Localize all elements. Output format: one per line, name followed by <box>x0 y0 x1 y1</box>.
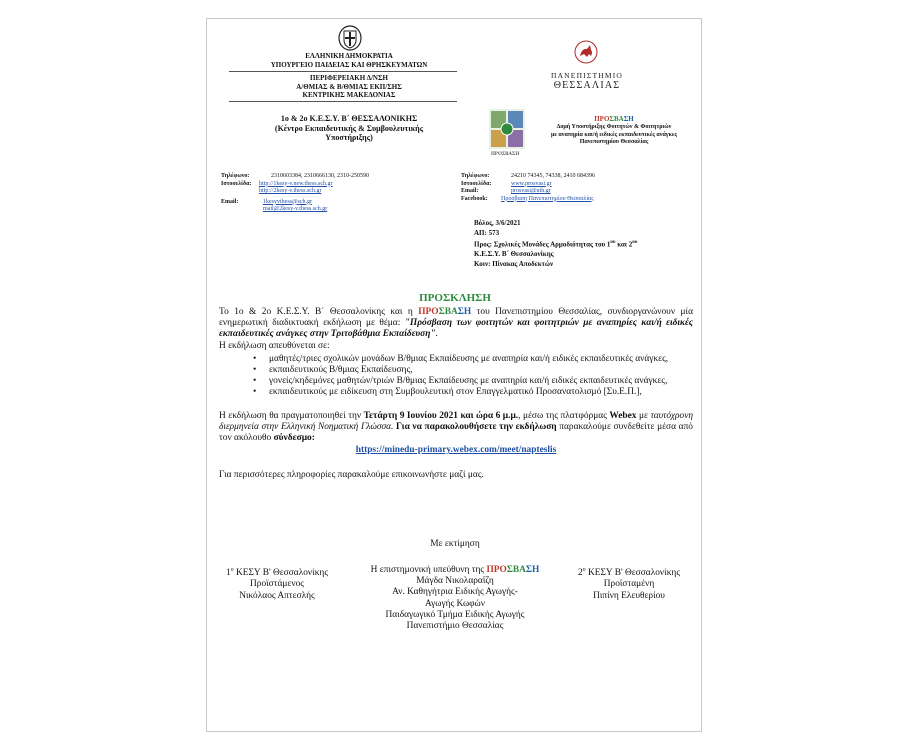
left-contact-block <box>221 173 471 214</box>
prosvasi-title-block <box>525 115 703 147</box>
info-line: Για περισσότερες πληροφορίες παρακαλούμε επικοινωνήστε μαζί μας. <box>219 470 484 481</box>
university-name-line: ΠΑΝΕΠΙΣΤΗΜΙΟ <box>550 71 624 80</box>
ministry-block <box>207 52 491 69</box>
kesy-subtitle: Υποστήριξης) <box>325 133 373 142</box>
signature-left: $1^o$ ΚΕΣΥ Β' Θεσσαλονίκης Προϊστάμενος Νικόλαος Απτεσλής <box>225 567 329 601</box>
divider <box>229 71 457 72</box>
signature-right: $2^o$ ΚΕΣΥ Β' Θεσσαλονίκης Προϊσταμένη Πιπίνη Ελευθερίου <box>577 567 681 601</box>
signature-middle: Η επιστημονική υπεύθυνη της ΠΡΟΣΒΑΣΗ Μάγδα Νικολαραΐζη Αν. Καθηγήτρια Ειδικής Αγωγής- Αγωγής Κωφών Παιδαγωγικό Τμήμα Ειδικής Αγωγής Πανεπιστήμιο Θεσσαλίας <box>370 565 540 632</box>
divider <box>229 101 457 102</box>
protocol-number: ΑΠ: 573 <box>474 229 500 237</box>
facebook-link[interactable]: Πρόσβαση Πανεπιστημίου Θεσσαλίας <box>501 195 594 202</box>
right-contact-block <box>461 173 701 203</box>
prosvasi-desc: Δομή Υποστήριξης Φοιτητών & Φοιτητριών <box>556 124 672 130</box>
facebook-label: Facebook: <box>461 195 488 202</box>
prosvasi-name: ΠΡΟΣΒΑΣΗ <box>594 115 634 123</box>
university-name <box>527 71 647 91</box>
prosvasi-logo-caption: ΠΡΟΣΒΑΣΗ <box>491 152 520 157</box>
letter-date: Βόλος, 3/6/2021 <box>474 219 521 227</box>
kesy-title: 1ο & 2ο Κ.Ε.Σ.Υ. Β΄ ΘΕΣΣΑΛΟΝΙΚΗΣ <box>280 114 418 123</box>
event-paragraph: Η εκδήλωση θα πραγματοποιηθεί την Τετάρτη 9 Ιουνίου 2021 και ώρα 6 μ.μ., μέσω της πλατφόρμας Webex με ταυτόχρονη διερμηνεία στην Ελληνική Νοηματική Γλώσσα. Για να παρακολουθήσετε την εκδήλωση παρακαλούμε συνδεθείτε μέσα από τον ακόλουθο σύνδεσμο: <box>219 410 694 444</box>
phone-value: 24210 74345, 74338, 2410 684396 <box>511 173 595 179</box>
website-link[interactable]: http://1kesy-v.new.thess.sch.gr <box>259 180 333 187</box>
list-item: • μαθητές/τριες σχολικών μονάδων Β/θμιας Εκπαίδευσης με αναπηρία και/ή ειδικές εκπαιδευτικές ανάγκες, <box>219 354 693 365</box>
recipients-line: Προς: Σχολικές Μονάδες Αρμοδιότητας του $1^{o\upsilon}$ και $2^{o\upsilon}$ <box>474 240 638 249</box>
regards-line: Με εκτίμηση <box>430 539 480 549</box>
email-link[interactable]: prosvasi@uth.gr <box>511 188 551 194</box>
recipients-line: Κ.Ε.Σ.Υ. Β΄ Θεσσαλονίκης <box>474 250 554 259</box>
directorate-block <box>207 74 491 100</box>
list-item: • γονείς/κηδεμόνες μαθητών/τριών Β/θμιας Εκπαίδευσης με αναπηρία και/ή ειδικές εκπαιδευτικές ανάγκες, <box>219 376 693 387</box>
kesy-subtitle: (Κέντρο Εκπαιδευτικής & Συμβουλευτικής <box>274 123 424 133</box>
ministry-line: ΥΠΟΥΡΓΕΙΟ ΠΑΙΔΕΙΑΣ ΚΑΙ ΘΡΗΣΚΕΥΜΑΤΩΝ <box>270 60 428 69</box>
audience-list <box>219 354 693 399</box>
university-name-line: ΘΕΣΣΑΛΙΑΣ <box>553 80 621 91</box>
website-label: Ιστοσελίδα: <box>221 180 252 187</box>
event-topic: "Πρόσβαση των φοιτητών και φοιτητριών με αναπηρίες και/ή ειδικές εκπαιδευτικές ανάγκες στην Τριτοβάθμια Εκπαίδευση" <box>219 318 693 340</box>
directorate-line: ΚΕΝΤΡΙΚΗΣ ΜΑΚΕΔΟΝΙΑΣ <box>302 91 396 99</box>
email-link[interactable]: mail@2kesy-v.thess.sch.gr <box>263 206 328 212</box>
email-label: Email: <box>461 188 479 194</box>
ministry-line: ΕΛΛΗΝΙΚΗ ΔΗΜΟΚΡΑΤΙΑ <box>305 52 393 60</box>
audience-line: Η εκδήλωση απευθύνεται σε: <box>219 340 330 351</box>
prosvasi-logo-icon <box>489 109 525 149</box>
directorate-line: ΠΕΡΙΦΕΡΕΙΑΚΗ Δ/ΝΣΗ <box>310 74 388 82</box>
prosvasi-desc: με αναπηρία και/ή ειδικές εκπαιδευτικές ανάγκες <box>550 131 678 138</box>
prosvasi-inline: ΠΡΟΣΒΑΣΗ <box>486 565 540 575</box>
university-logo-icon <box>573 39 599 65</box>
prosvasi-inline: ΠΡΟΣΒΑΣΗ <box>418 307 472 317</box>
letter-body <box>219 307 693 482</box>
letter-page <box>206 18 702 732</box>
email-link[interactable]: 1kesyvthess@sch.gr <box>263 198 313 205</box>
directorate-line: Α/ΘΜΙΑΣ & Β/ΘΜΙΑΣ ΕΚΠ/ΣΗΣ <box>296 82 402 91</box>
kesy-title-block <box>207 114 491 143</box>
website-link[interactable]: www.prosvasi.gr <box>511 180 552 187</box>
phone-value: 2310603384, 2310666130, 2310-250590 <box>271 173 369 179</box>
cc-line: Κοιν: Πίνακας Αποδεκτών <box>474 260 554 269</box>
website-label: Ιστοσελίδα: <box>461 180 492 187</box>
greek-emblem-icon <box>337 25 363 51</box>
phone-label: Τηλέφωνο: <box>461 173 490 179</box>
invitation-heading: ΠΡΟΣΚΛΗΣΗ <box>419 292 491 304</box>
list-item: • εκπαιδευτικούς Β/θμιας Εκπαίδευσης, <box>219 365 693 376</box>
intro-paragraph: Το 1ο & 2ο Κ.Ε.Σ.Υ. Β΄ Θεσσαλονίκης και η ΠΡΟΣΒΑΣΗ του Πανεπιστημίου Θεσσαλίας, συνδιοργανώνουν μία ενημερωτική διαδικτυακή εκδήλωση με θέμα: "Πρόσβαση των φοιτητών και φοιτητριών με αναπηρίες και/ή ειδικές εκπαιδευτικές ανάγκες στην Τριτοβάθμια Εκπαίδευση". <box>219 307 693 340</box>
email-label: Email: <box>221 198 239 205</box>
letter-meta <box>474 218 700 269</box>
prosvasi-desc: Πανεπιστημίου Θεσσαλίας <box>579 139 649 145</box>
website-link[interactable]: http://2kesy-v.thess.sch.gr <box>259 188 322 194</box>
webex-link[interactable]: https://minedu-primary.webex.com/meet/napteslis <box>355 445 557 456</box>
phone-label: Τηλέφωνο: <box>221 173 250 179</box>
list-item: • εκπαιδευτικούς με ειδίκευση στη Συμβουλευτική στον Επαγγελματικό Προσανατολισμό [Συ.Ε.Π.], <box>219 387 693 398</box>
